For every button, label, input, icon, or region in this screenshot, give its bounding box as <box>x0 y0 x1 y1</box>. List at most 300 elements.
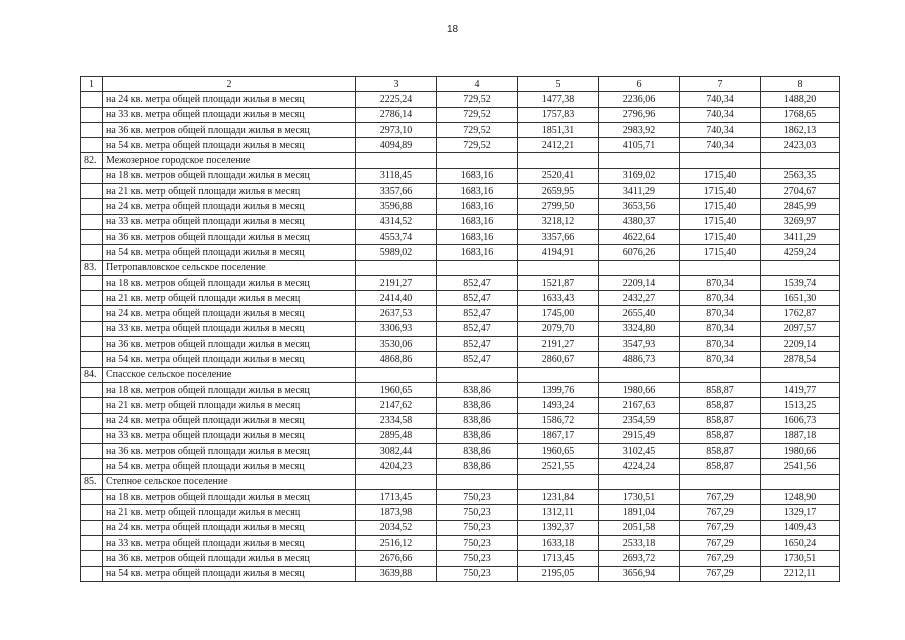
empty-cell <box>437 367 518 382</box>
table-row <box>81 321 840 336</box>
row-label: на 36 кв. метров общей площади жилья в месяц <box>103 229 356 244</box>
column-number-row <box>81 77 840 92</box>
value-cell: 2414,40 <box>356 291 437 306</box>
value-cell: 1683,16 <box>437 199 518 214</box>
row-number-cell <box>81 520 103 535</box>
value-cell: 2209,14 <box>761 337 840 352</box>
row-number-cell <box>81 566 103 581</box>
column-number: 5 <box>518 77 599 92</box>
row-number-cell <box>81 122 103 137</box>
empty-cell <box>599 260 680 275</box>
row-label: на 54 кв. метра общей площади жилья в месяц <box>103 138 356 153</box>
value-cell: 750,23 <box>437 490 518 505</box>
value-cell: 2655,40 <box>599 306 680 321</box>
table-row <box>81 199 840 214</box>
value-cell: 2225,24 <box>356 92 437 107</box>
value-cell: 3653,56 <box>599 199 680 214</box>
empty-cell <box>356 367 437 382</box>
value-cell: 2878,54 <box>761 352 840 367</box>
row-label: на 54 кв. метра общей площади жилья в месяц <box>103 245 356 260</box>
table-row <box>81 122 840 137</box>
row-label: на 24 кв. метра общей площади жилья в месяц <box>103 199 356 214</box>
value-cell: 1683,16 <box>437 168 518 183</box>
value-cell: 740,34 <box>680 107 761 122</box>
value-cell: 2895,48 <box>356 428 437 443</box>
section-title: Спасское сельское поселение <box>103 367 356 382</box>
value-cell: 1715,40 <box>680 199 761 214</box>
row-label: на 33 кв. метра общей площади жилья в месяц <box>103 428 356 443</box>
value-cell: 852,47 <box>437 352 518 367</box>
value-cell: 1862,13 <box>761 122 840 137</box>
value-cell: 2799,50 <box>518 199 599 214</box>
table-body <box>81 77 840 582</box>
value-cell: 2147,62 <box>356 398 437 413</box>
value-cell: 1891,04 <box>599 505 680 520</box>
value-cell: 838,86 <box>437 382 518 397</box>
value-cell: 750,23 <box>437 566 518 581</box>
section-row <box>81 474 840 489</box>
value-cell: 767,29 <box>680 505 761 520</box>
row-number-cell <box>81 199 103 214</box>
value-cell: 838,86 <box>437 459 518 474</box>
empty-cell <box>761 260 840 275</box>
empty-cell <box>680 260 761 275</box>
value-cell: 4553,74 <box>356 229 437 244</box>
empty-cell <box>437 153 518 168</box>
value-cell: 1980,66 <box>599 382 680 397</box>
value-cell: 3218,12 <box>518 214 599 229</box>
value-cell: 858,87 <box>680 444 761 459</box>
value-cell: 4105,71 <box>599 138 680 153</box>
value-cell: 750,23 <box>437 551 518 566</box>
value-cell: 729,52 <box>437 92 518 107</box>
table-row <box>81 382 840 397</box>
row-number-cell <box>81 245 103 260</box>
empty-cell <box>761 153 840 168</box>
value-cell: 1586,72 <box>518 413 599 428</box>
section-row <box>81 153 840 168</box>
value-cell: 1606,73 <box>761 413 840 428</box>
row-label: на 24 кв. метра общей площади жилья в месяц <box>103 92 356 107</box>
value-cell: 1513,25 <box>761 398 840 413</box>
empty-cell <box>680 474 761 489</box>
section-title: Межозерное городское поселение <box>103 153 356 168</box>
row-number-cell <box>81 352 103 367</box>
table-row <box>81 107 840 122</box>
row-number-cell <box>81 214 103 229</box>
value-cell: 3656,94 <box>599 566 680 581</box>
value-cell: 870,34 <box>680 337 761 352</box>
row-label: на 33 кв. метра общей площади жилья в месяц <box>103 214 356 229</box>
value-cell: 1867,17 <box>518 428 599 443</box>
value-cell: 729,52 <box>437 107 518 122</box>
value-cell: 1419,77 <box>761 382 840 397</box>
table-row <box>81 275 840 290</box>
value-cell: 4380,37 <box>599 214 680 229</box>
empty-cell <box>599 153 680 168</box>
value-cell: 2167,63 <box>599 398 680 413</box>
row-number-cell <box>81 138 103 153</box>
section-number: 85. <box>81 474 103 489</box>
table-row <box>81 138 840 153</box>
row-number-cell <box>81 428 103 443</box>
table-row <box>81 520 840 535</box>
value-cell: 2423,03 <box>761 138 840 153</box>
value-cell: 2516,12 <box>356 535 437 550</box>
table-row <box>81 306 840 321</box>
table-row <box>81 337 840 352</box>
empty-cell <box>761 367 840 382</box>
value-cell: 740,34 <box>680 138 761 153</box>
table-row <box>81 459 840 474</box>
value-cell: 750,23 <box>437 535 518 550</box>
value-cell: 740,34 <box>680 122 761 137</box>
table-row <box>81 551 840 566</box>
empty-cell <box>437 260 518 275</box>
row-label: на 33 кв. метра общей площади жилья в месяц <box>103 535 356 550</box>
value-cell: 2659,95 <box>518 184 599 199</box>
table-row <box>81 92 840 107</box>
row-label: на 54 кв. метра общей площади жилья в месяц <box>103 459 356 474</box>
value-cell: 858,87 <box>680 398 761 413</box>
value-cell: 1231,84 <box>518 490 599 505</box>
value-cell: 4094,89 <box>356 138 437 153</box>
row-label: на 21 кв. метр общей площади жилья в месяц <box>103 398 356 413</box>
value-cell: 1683,16 <box>437 229 518 244</box>
value-cell: 2786,14 <box>356 107 437 122</box>
value-cell: 1248,90 <box>761 490 840 505</box>
value-cell: 4224,24 <box>599 459 680 474</box>
value-cell: 858,87 <box>680 382 761 397</box>
value-cell: 2676,66 <box>356 551 437 566</box>
value-cell: 1633,18 <box>518 535 599 550</box>
value-cell: 5989,02 <box>356 245 437 260</box>
row-number-cell <box>81 107 103 122</box>
value-cell: 1730,51 <box>761 551 840 566</box>
table-row <box>81 413 840 428</box>
value-cell: 3547,93 <box>599 337 680 352</box>
value-cell: 1730,51 <box>599 490 680 505</box>
value-cell: 1715,40 <box>680 214 761 229</box>
value-cell: 1399,76 <box>518 382 599 397</box>
column-number: 1 <box>81 77 103 92</box>
value-cell: 2704,67 <box>761 184 840 199</box>
table-row <box>81 535 840 550</box>
value-cell: 852,47 <box>437 275 518 290</box>
row-label: на 18 кв. метров общей площади жилья в месяц <box>103 275 356 290</box>
value-cell: 838,86 <box>437 413 518 428</box>
value-cell: 4886,73 <box>599 352 680 367</box>
value-cell: 1960,65 <box>518 444 599 459</box>
value-cell: 1392,37 <box>518 520 599 535</box>
value-cell: 767,29 <box>680 551 761 566</box>
row-label: на 36 кв. метров общей площади жилья в месяц <box>103 122 356 137</box>
empty-cell <box>599 474 680 489</box>
value-cell: 1683,16 <box>437 184 518 199</box>
column-number: 7 <box>680 77 761 92</box>
row-label: на 21 кв. метр общей площади жилья в месяц <box>103 291 356 306</box>
value-cell: 2191,27 <box>356 275 437 290</box>
value-cell: 870,34 <box>680 275 761 290</box>
value-cell: 870,34 <box>680 321 761 336</box>
tariff-table <box>80 76 840 582</box>
value-cell: 2796,96 <box>599 107 680 122</box>
value-cell: 3102,45 <box>599 444 680 459</box>
value-cell: 3411,29 <box>761 229 840 244</box>
value-cell: 858,87 <box>680 428 761 443</box>
value-cell: 3306,93 <box>356 321 437 336</box>
value-cell: 1488,20 <box>761 92 840 107</box>
value-cell: 2637,53 <box>356 306 437 321</box>
value-cell: 2541,56 <box>761 459 840 474</box>
value-cell: 2860,67 <box>518 352 599 367</box>
row-label: на 36 кв. метров общей площади жилья в месяц <box>103 444 356 459</box>
value-cell: 1539,74 <box>761 275 840 290</box>
row-number-cell <box>81 535 103 550</box>
row-label: на 18 кв. метров общей площади жилья в месяц <box>103 168 356 183</box>
section-number: 83. <box>81 260 103 275</box>
value-cell: 2195,05 <box>518 566 599 581</box>
value-cell: 4868,86 <box>356 352 437 367</box>
section-row <box>81 367 840 382</box>
value-cell: 740,34 <box>680 92 761 107</box>
value-cell: 1715,40 <box>680 229 761 244</box>
value-cell: 2693,72 <box>599 551 680 566</box>
value-cell: 3169,02 <box>599 168 680 183</box>
value-cell: 852,47 <box>437 337 518 352</box>
value-cell: 2212,11 <box>761 566 840 581</box>
value-cell: 1873,98 <box>356 505 437 520</box>
table-row <box>81 398 840 413</box>
empty-cell <box>680 367 761 382</box>
row-label: на 36 кв. метров общей площади жилья в месяц <box>103 551 356 566</box>
row-label: на 24 кв. метра общей площади жилья в месяц <box>103 306 356 321</box>
table-row <box>81 428 840 443</box>
table-row <box>81 229 840 244</box>
value-cell: 729,52 <box>437 138 518 153</box>
row-number-cell <box>81 92 103 107</box>
row-label: на 21 кв. метр общей площади жилья в месяц <box>103 505 356 520</box>
section-number: 82. <box>81 153 103 168</box>
row-label: на 54 кв. метра общей площади жилья в месяц <box>103 566 356 581</box>
value-cell: 3357,66 <box>356 184 437 199</box>
row-number-cell <box>81 398 103 413</box>
value-cell: 1745,00 <box>518 306 599 321</box>
empty-cell <box>761 474 840 489</box>
row-number-cell <box>81 413 103 428</box>
row-number-cell <box>81 275 103 290</box>
column-number: 2 <box>103 77 356 92</box>
value-cell: 1312,11 <box>518 505 599 520</box>
value-cell: 2209,14 <box>599 275 680 290</box>
value-cell: 3118,45 <box>356 168 437 183</box>
table-row <box>81 490 840 505</box>
value-cell: 870,34 <box>680 352 761 367</box>
empty-cell <box>356 153 437 168</box>
value-cell: 1713,45 <box>518 551 599 566</box>
value-cell: 2079,70 <box>518 321 599 336</box>
row-label: на 33 кв. метра общей площади жилья в месяц <box>103 321 356 336</box>
value-cell: 2334,58 <box>356 413 437 428</box>
table-row <box>81 291 840 306</box>
value-cell: 2845,99 <box>761 199 840 214</box>
value-cell: 1477,38 <box>518 92 599 107</box>
empty-cell <box>518 367 599 382</box>
row-number-cell <box>81 291 103 306</box>
row-number-cell <box>81 168 103 183</box>
empty-cell <box>356 260 437 275</box>
value-cell: 1683,16 <box>437 245 518 260</box>
row-label: на 21 кв. метр общей площади жилья в месяц <box>103 184 356 199</box>
row-number-cell <box>81 382 103 397</box>
value-cell: 3269,97 <box>761 214 840 229</box>
value-cell: 1757,83 <box>518 107 599 122</box>
value-cell: 852,47 <box>437 291 518 306</box>
row-number-cell <box>81 459 103 474</box>
table-row <box>81 505 840 520</box>
value-cell: 1768,65 <box>761 107 840 122</box>
value-cell: 858,87 <box>680 413 761 428</box>
column-number: 6 <box>599 77 680 92</box>
section-number: 84. <box>81 367 103 382</box>
value-cell: 729,52 <box>437 122 518 137</box>
value-cell: 2563,35 <box>761 168 840 183</box>
section-title: Степное сельское поселение <box>103 474 356 489</box>
value-cell: 2973,10 <box>356 122 437 137</box>
row-number-cell <box>81 306 103 321</box>
section-title: Петропавловское сельское поселение <box>103 260 356 275</box>
value-cell: 1651,30 <box>761 291 840 306</box>
row-number-cell <box>81 229 103 244</box>
value-cell: 1713,45 <box>356 490 437 505</box>
value-cell: 1521,87 <box>518 275 599 290</box>
value-cell: 3596,88 <box>356 199 437 214</box>
value-cell: 2521,55 <box>518 459 599 474</box>
value-cell: 1887,18 <box>761 428 840 443</box>
column-number: 3 <box>356 77 437 92</box>
row-number-cell <box>81 551 103 566</box>
row-number-cell <box>81 444 103 459</box>
value-cell: 4622,64 <box>599 229 680 244</box>
empty-cell <box>599 367 680 382</box>
value-cell: 3324,80 <box>599 321 680 336</box>
value-cell: 2191,27 <box>518 337 599 352</box>
value-cell: 1329,17 <box>761 505 840 520</box>
row-label: на 36 кв. метров общей площади жилья в месяц <box>103 337 356 352</box>
value-cell: 4314,52 <box>356 214 437 229</box>
value-cell: 2520,41 <box>518 168 599 183</box>
table-row <box>81 214 840 229</box>
page-number: 18 <box>446 24 459 35</box>
value-cell: 2983,92 <box>599 122 680 137</box>
value-cell: 767,29 <box>680 490 761 505</box>
empty-cell <box>518 153 599 168</box>
value-cell: 2097,57 <box>761 321 840 336</box>
value-cell: 1960,65 <box>356 382 437 397</box>
row-label: на 24 кв. метра общей площади жилья в месяц <box>103 520 356 535</box>
value-cell: 750,23 <box>437 520 518 535</box>
value-cell: 838,86 <box>437 428 518 443</box>
value-cell: 838,86 <box>437 398 518 413</box>
value-cell: 6076,26 <box>599 245 680 260</box>
value-cell: 1715,40 <box>680 245 761 260</box>
section-row <box>81 260 840 275</box>
empty-cell <box>518 474 599 489</box>
row-label: на 33 кв. метра общей площади жилья в месяц <box>103 107 356 122</box>
value-cell: 1633,43 <box>518 291 599 306</box>
value-cell: 767,29 <box>680 535 761 550</box>
value-cell: 2051,58 <box>599 520 680 535</box>
table-row <box>81 184 840 199</box>
table-row <box>81 444 840 459</box>
empty-cell <box>356 474 437 489</box>
value-cell: 2412,21 <box>518 138 599 153</box>
value-cell: 1683,16 <box>437 214 518 229</box>
value-cell: 2915,49 <box>599 428 680 443</box>
value-cell: 870,34 <box>680 306 761 321</box>
value-cell: 750,23 <box>437 505 518 520</box>
value-cell: 1715,40 <box>680 168 761 183</box>
value-cell: 2354,59 <box>599 413 680 428</box>
value-cell: 1409,43 <box>761 520 840 535</box>
value-cell: 767,29 <box>680 566 761 581</box>
value-cell: 3639,88 <box>356 566 437 581</box>
value-cell: 4204,23 <box>356 459 437 474</box>
empty-cell <box>680 153 761 168</box>
table-row <box>81 168 840 183</box>
value-cell: 870,34 <box>680 291 761 306</box>
value-cell: 1851,31 <box>518 122 599 137</box>
value-cell: 838,86 <box>437 444 518 459</box>
row-label: на 24 кв. метра общей площади жилья в месяц <box>103 413 356 428</box>
value-cell: 3357,66 <box>518 229 599 244</box>
row-number-cell <box>81 337 103 352</box>
column-number: 8 <box>761 77 840 92</box>
value-cell: 1650,24 <box>761 535 840 550</box>
row-label: на 18 кв. метров общей площади жилья в месяц <box>103 490 356 505</box>
value-cell: 4259,24 <box>761 245 840 260</box>
value-cell: 767,29 <box>680 520 761 535</box>
value-cell: 852,47 <box>437 321 518 336</box>
value-cell: 3530,06 <box>356 337 437 352</box>
value-cell: 2034,52 <box>356 520 437 535</box>
row-number-cell <box>81 321 103 336</box>
table-row <box>81 352 840 367</box>
table-row <box>81 245 840 260</box>
table-row <box>81 566 840 581</box>
empty-cell <box>437 474 518 489</box>
value-cell: 852,47 <box>437 306 518 321</box>
value-cell: 1715,40 <box>680 184 761 199</box>
row-label: на 54 кв. метра общей площади жилья в месяц <box>103 352 356 367</box>
value-cell: 3411,29 <box>599 184 680 199</box>
value-cell: 858,87 <box>680 459 761 474</box>
row-number-cell <box>81 184 103 199</box>
column-number: 4 <box>437 77 518 92</box>
value-cell: 2533,18 <box>599 535 680 550</box>
value-cell: 2432,27 <box>599 291 680 306</box>
value-cell: 4194,91 <box>518 245 599 260</box>
value-cell: 1980,66 <box>761 444 840 459</box>
row-number-cell <box>81 490 103 505</box>
row-label: на 18 кв. метров общей площади жилья в месяц <box>103 382 356 397</box>
value-cell: 2236,06 <box>599 92 680 107</box>
value-cell: 1493,24 <box>518 398 599 413</box>
row-number-cell <box>81 505 103 520</box>
value-cell: 1762,87 <box>761 306 840 321</box>
value-cell: 3082,44 <box>356 444 437 459</box>
empty-cell <box>518 260 599 275</box>
